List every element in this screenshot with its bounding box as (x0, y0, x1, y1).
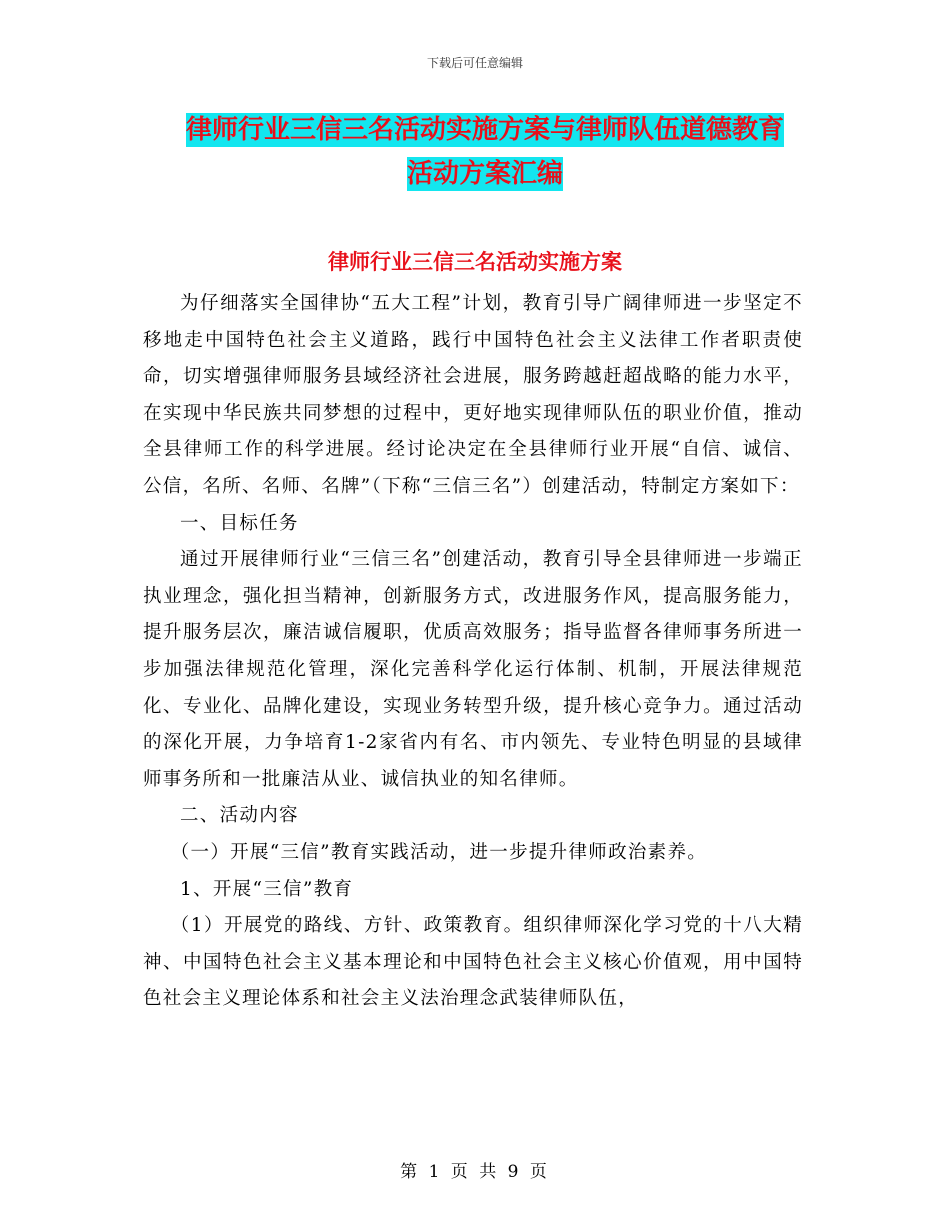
paragraph-intro: 为仔细落实全国律协“五大工程”计划，教育引导广阔律师进一步坚定不移地走中国特色社会主义道路，践行中国特色社会主义法律工作者职责使命，切实增强律师服务县域经济社会进展，服务跨越赶超战略的能力水平，在实现中华民族共同梦想的过程中，更好地实现律师队伍的职业价值，推动全县律师工作的科学进展。经讨论决定在全县律师行业开展“自信、诚信、公信，名所、名师、名牌”（下称“三信三名”）创建活动，特制定方案如下： (143, 293, 803, 497)
heading-goals: 一、目标任务 (180, 512, 299, 534)
subheading-1-1: 1、开展“三信”教育 (180, 878, 354, 900)
header-note: 下载后可任意编辑 (426, 56, 523, 70)
document-body (143, 286, 803, 1018)
subheading-1: （一）开展“三信”教育实践活动，进一步提升律师政治素养。 (170, 841, 708, 863)
title-line-1: 律师行业三信三名活动实施方案与律师队伍道德教育 (185, 115, 784, 145)
section-title: 律师行业三信三名活动实施方案 (328, 250, 622, 274)
page-footer: 第 1 页 共 9 页 (400, 1162, 550, 1182)
paragraph-1-1-1: （1）开展党的路线、方针、政策教育。组织律师深化学习党的十八大精神、中国特色社会主义基本理论和中国特色社会主义核心价值观，用中国特色社会主义理论体系和社会主义法治理念武装律师队伍， (143, 915, 803, 1010)
document-title (150, 108, 820, 196)
paragraph-goals: 通过开展律师行业“三信三名”创建活动，教育引导全县律师进一步端正执业理念，强化担当精神，创新服务方式，改进服务作风，提高服务能力，提升服务层次，廉洁诚信履职，优质高效服务；指导监督各律师事务所进一步加强法律规范化管理，深化完善科学化运行体制、机制，开展法律规范化、专业化、品牌化建设，实现业务转型升级，提升核心竞争力。通过活动的深化开展，力争培育1-2家省内有名、市内领先、专业特色明显的县域律师事务所和一批廉洁从业、诚信执业的知名律师。 (143, 549, 803, 790)
heading-activities: 二、活动内容 (180, 805, 299, 827)
title-line-2: 活动方案汇编 (406, 159, 563, 189)
